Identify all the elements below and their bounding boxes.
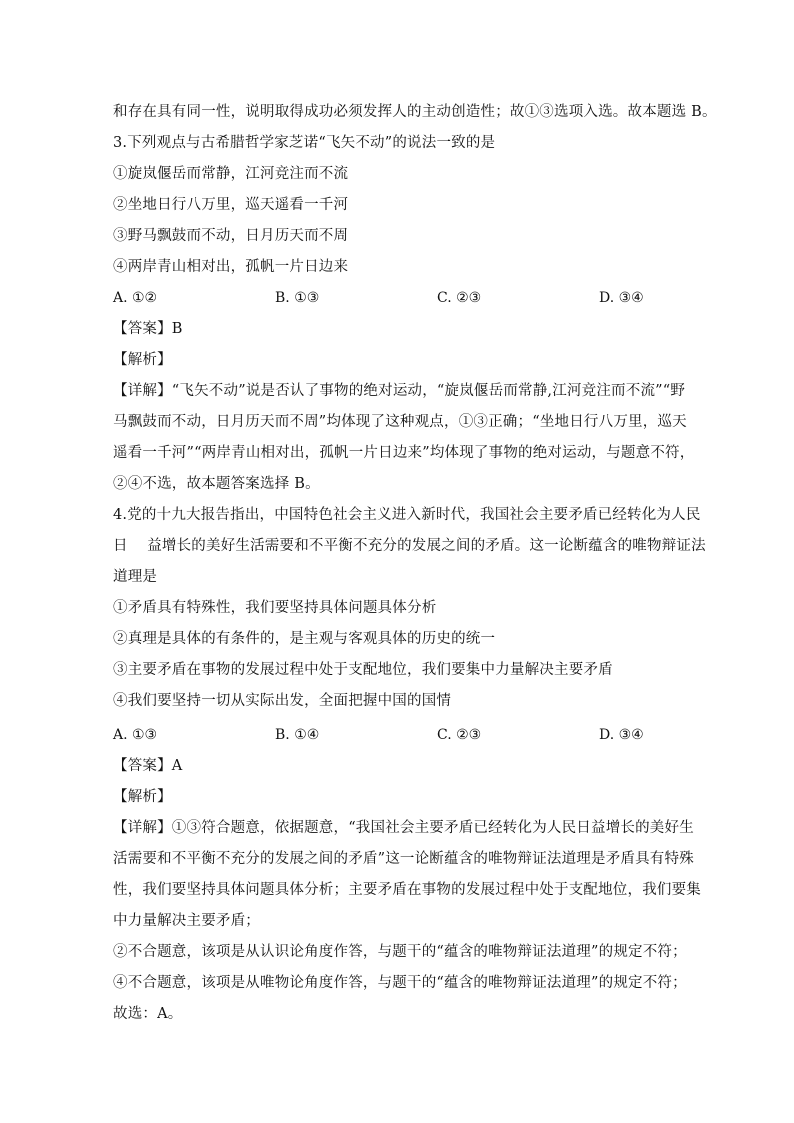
question-4-answer: 【答案】A [113, 758, 183, 774]
text-line: 和存在具有同一性，说明取得成功必须发挥人的主动创造性；故①③选项入选。故本题选 B。 [113, 104, 717, 120]
question-4-explanation-line: ④不合题意，该项是从唯物论角度作答，与题干的“蕴含的唯物辩证法道理”的规定不符； [113, 975, 687, 991]
question-4-item-2: ②真理是具体的有条件的，是主观与客观具体的历史的统一 [113, 631, 496, 647]
question-4-explanation-line: 【详解】①③符合题意，依据题意，“我国社会主要矛盾已经转化为人民日益增长的美好生 [113, 820, 694, 836]
question-4-explanation-line: 性，我们要坚持具体问题具体分析；主要矛盾在事物的发展过程中处于支配地位，我们要集 [113, 882, 701, 898]
question-3-explanation-line: 遥看一千河”“两岸青山相对出，孤帆一片日边来”均体现了事物的绝对运动，与题意不符， [113, 445, 695, 461]
question-3-item-2: ②坐地日行八万里，巡天遥看一千河 [113, 197, 349, 213]
question-3-explanation-line: 马飘鼓而不动，日月历天而不周”均体现了这种观点，①③正确；“坐地日行八万里，巡天 [113, 414, 687, 430]
question-4-stem: 4.党的十九大报告指出，中国特色社会主义进入新时代，我国社会主要矛盾已经转化为人民 [113, 507, 701, 523]
question-3-explanation-line: 【详解】“飞矢不动”说是否认了事物的绝对运动，“旋岚偃岳而常静,江河竞注而不流”“野 [113, 383, 686, 399]
question-4-stem: 日 益增长的美好生活需要和不平衡不充分的发展之间的矛盾。这一论断蕴含的唯物辩证法 [113, 538, 706, 554]
question-4-option-c: C. ②③ [437, 727, 482, 743]
question-4-explanation-line: 活需要和不平衡不充分的发展之间的矛盾”这一论断蕴含的唯物辩证法道理是矛盾具有特殊 [113, 851, 694, 867]
question-4-explanation-line: ②不合题意，该项是从认识论角度作答，与题干的“蕴含的唯物辩证法道理”的规定不符； [113, 944, 687, 960]
question-4-analysis-heading: 【解析】 [113, 789, 172, 805]
question-3-item-1: ①旋岚偃岳而常静，江河竞注而不流 [113, 166, 349, 182]
question-4-option-d: D. ③④ [599, 727, 644, 743]
question-3-option-c: C. ②③ [437, 290, 482, 306]
question-4-option-a: A. ①③ [113, 727, 158, 743]
question-3-option-b: B. ①③ [275, 290, 320, 306]
question-4-conclusion: 故选：A。 [113, 1006, 183, 1022]
question-4-item-4: ④我们要坚持一切从实际出发，全面把握中国的国情 [113, 693, 452, 709]
question-3-stem: 3.下列观点与古希腊哲学家芝诺“飞矢不动”的说法一致的是 [113, 135, 496, 151]
question-4-item-1: ①矛盾具有特殊性，我们要坚持具体问题具体分析 [113, 600, 437, 616]
question-3-option-d: D. ③④ [599, 290, 644, 306]
question-4-stem: 道理是 [113, 569, 158, 585]
question-4-option-b: B. ①④ [275, 727, 320, 743]
question-3-analysis-heading: 【解析】 [113, 352, 172, 368]
question-4-explanation-line: 中力量解决主要矛盾； [113, 913, 260, 929]
question-3-answer: 【答案】B [113, 321, 183, 337]
question-3-item-3: ③野马飘鼓而不动，日月历天而不周 [113, 228, 349, 244]
question-4-item-3: ③主要矛盾在事物的发展过程中处于支配地位，我们要集中力量解决主要矛盾 [113, 662, 613, 678]
question-3-option-a: A. ①② [113, 290, 158, 306]
question-3-explanation-line: ②④不选，故本题答案选择 B。 [113, 476, 320, 492]
question-3-item-4: ④两岸青山相对出，孤帆一片日边来 [113, 259, 349, 275]
